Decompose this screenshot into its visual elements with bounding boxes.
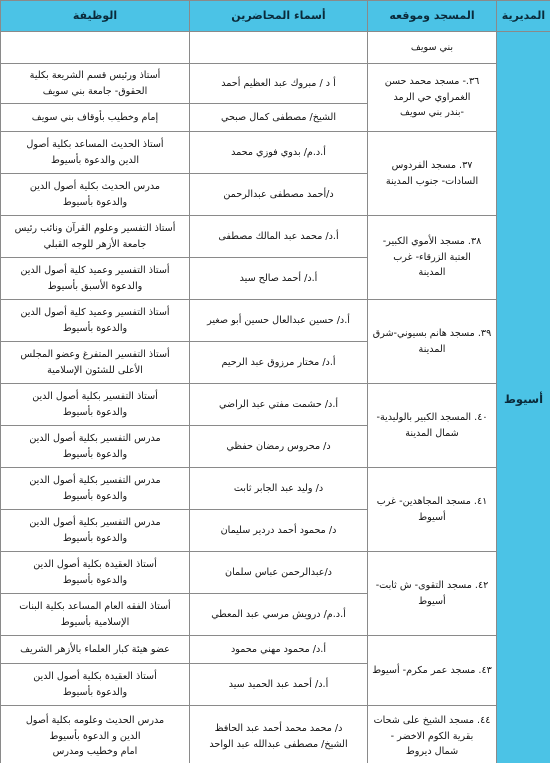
- job-line: والدعوة بأسيوط: [62, 686, 128, 698]
- mosque-line: ٤٣. مسجد عمر مكرم- أسيوط: [372, 664, 492, 676]
- job-line: والدعوة بأسيوط: [62, 196, 128, 208]
- mosque-line: الغمراوي حي الرمد: [393, 91, 471, 103]
- mosque-line: -بندر بني سويف: [400, 107, 464, 119]
- job-line: الأعلى للشئون الإسلامية: [47, 364, 143, 376]
- job-line: الدين والدعوة بأسيوط: [50, 154, 140, 166]
- mosque-line: أسيوط: [418, 595, 446, 607]
- lecturer-name: أ.د/ محمد عبد المالك مصطفى: [190, 216, 368, 258]
- mosque-cell: [368, 132, 497, 216]
- mosque-line: العتبة الزرقاء- غرب: [393, 251, 471, 263]
- job-line: مدرس التفسير بكلية أصول الدين: [29, 474, 161, 486]
- governorate-cell: أسيوط: [497, 32, 550, 763]
- mosque-line: ٤١. مسجد المجاهدين- غرب: [376, 495, 488, 507]
- lecturer-name: د/أحمد مصطفى عبدالرحمن: [190, 174, 368, 216]
- mosque-cell: [368, 384, 497, 468]
- job-line: والدعوة الأسبق بأسيوط: [47, 280, 143, 292]
- mosque-cell: [368, 552, 497, 636]
- mosque-cell: [368, 32, 497, 64]
- table-row: [1, 468, 550, 510]
- mosque-cell: [368, 300, 497, 384]
- job-line: أستاذ التفسير وعميد كلية أصول الدين: [20, 306, 170, 318]
- job-cell: [1, 594, 190, 636]
- header-row: [1, 1, 550, 32]
- job-line: والدعوة بأسيوط: [62, 574, 128, 586]
- job-line: أستاذ التفسير وعلوم القرآن ونائب رئيس: [14, 222, 176, 234]
- lecturer-name: الشيخ/ مصطفى عبدالله عبد الواحد: [209, 738, 348, 750]
- lecturer-name: أ.د/ مختار مرزوق عبد الرحيم: [190, 342, 368, 384]
- job-line: امام وخطيب ومدرس: [52, 746, 138, 758]
- table-row: [1, 384, 550, 426]
- table-row: [1, 216, 550, 258]
- job-line: الحقوق- جامعة بني سويف: [42, 85, 148, 97]
- job-line: والدعوة بأسيوط: [62, 448, 128, 460]
- job-line: والدعوة بأسيوط: [62, 406, 128, 418]
- lecturer-name: أ.د/ حشمت مفتي عبد الراضي: [190, 384, 368, 426]
- mosque-line: شمال ديروط: [405, 746, 459, 758]
- name-cell: [190, 706, 368, 763]
- job-cell: [1, 664, 190, 706]
- mosque-line: ٣٧. مسجد الفردوس: [391, 159, 473, 171]
- lecturer-name: د/ محروس رمضان حفظي: [190, 426, 368, 468]
- job-line: أستاذ التفسير وعميد كلية أصول الدين: [20, 264, 170, 276]
- header-governorate: المديرية: [497, 1, 550, 32]
- table-row: [1, 64, 550, 104]
- job-cell: [1, 32, 190, 64]
- lecturer-name: أ.د/ محمود مهني محمود: [190, 636, 368, 664]
- mosque-cell: [368, 216, 497, 300]
- job-line: أستاذ الفقه العام المساعد بكلية البنات: [19, 600, 171, 612]
- table-row: [1, 636, 550, 664]
- mosque-line: شمال المدينة: [405, 427, 459, 439]
- mosque-line: ٤٠. المسجد الكبير بالوليدية-: [376, 411, 488, 423]
- job-cell: [1, 636, 190, 664]
- job-line: مدرس التفسير بكلية أصول الدين: [29, 516, 161, 528]
- job-cell: [1, 706, 190, 763]
- job-cell: [1, 384, 190, 426]
- table-row: [1, 132, 550, 174]
- job-line: والدعوة بأسيوط: [62, 490, 128, 502]
- table-row: [1, 706, 550, 763]
- job-cell: [1, 132, 190, 174]
- table-row: [1, 32, 550, 64]
- lecturer-name: أ.د/ أحمد عبد الحميد سيد: [190, 664, 368, 706]
- job-line: إمام وخطيب بأوقاف بني سويف: [31, 111, 159, 123]
- mosque-line: أسيوط: [418, 511, 446, 523]
- header-names: أسماء المحاضرين: [190, 1, 368, 32]
- job-line: مدرس الحديث بكلية أصول الدين: [29, 180, 161, 192]
- job-cell: [1, 426, 190, 468]
- job-cell: [1, 342, 190, 384]
- job-cell: [1, 258, 190, 300]
- mosque-line: السادات- جنوب المدينة: [385, 175, 479, 187]
- header-job: الوظيفة: [1, 1, 190, 32]
- lecturer-name: أ د / مبروك عبد العظيم أحمد: [190, 64, 368, 104]
- mosque-cell: [368, 636, 497, 706]
- job-line: أستاذ التفسير بكلية أصول الدين: [32, 390, 158, 402]
- mosque-line: المدينة: [418, 267, 446, 279]
- job-line: مدرس التفسير بكلية أصول الدين: [29, 432, 161, 444]
- job-line: مدرس الحديث وعلومه بكلية أصول: [25, 714, 165, 726]
- job-line: أستاذ التفسير المتفرغ وعضو المجلس: [20, 348, 170, 360]
- lecturer-name: د/ محمود أحمد دردير سليمان: [190, 510, 368, 552]
- mosque-line: ٣٩. مسجد هانم بسيوني-شرق: [372, 327, 492, 339]
- lecturer-name: أ.د.م/ بدوي فوزي محمد: [190, 132, 368, 174]
- job-line: أستاذ ورئيس قسم الشريعة بكلية: [29, 69, 161, 81]
- mosque-cell: [368, 706, 497, 763]
- job-cell: [1, 510, 190, 552]
- job-line: الإسلامية بأسيوط: [60, 616, 130, 628]
- job-line: جامعة الأزهر للوجه القبلي: [43, 238, 147, 250]
- job-cell: [1, 468, 190, 510]
- lecturer-name: أ.د/ أحمد صالح سيد: [190, 258, 368, 300]
- job-cell: [1, 300, 190, 342]
- name-cell: [190, 32, 368, 64]
- lecturer-name: أ.د/ حسين عبدالعال حسين أبو صغير: [190, 300, 368, 342]
- mosque-line: بقرية الكوم الاخضر -: [390, 730, 474, 742]
- table-row: [1, 300, 550, 342]
- header-mosque: المسجد وموقعه: [368, 1, 497, 32]
- job-line: الدين و الدعوة بأسيوط: [49, 730, 141, 742]
- table-row: [1, 552, 550, 594]
- job-line: أستاذ العقيدة بكلية أصول الدين: [33, 558, 157, 570]
- mosque-line: ٤٢. مسجد التقوى- ش ثابت-: [375, 579, 489, 591]
- job-line: عضو هيئة كبار العلماء بالأزهر الشريف: [20, 643, 170, 655]
- job-cell: [1, 174, 190, 216]
- mosque-cell: [368, 468, 497, 552]
- mosque-line: ٤٤. مسجد الشيخ على شحات: [373, 714, 491, 726]
- job-cell: [1, 216, 190, 258]
- job-line: أستاذ العقيدة بكلية أصول الدين: [33, 670, 157, 682]
- mosque-line: بني سويف: [410, 41, 454, 53]
- mosque-line: ٣٦.- مسجد محمد حسن: [384, 75, 480, 87]
- lecturer-name: د/ وليد عبد الجابر ثابت: [190, 468, 368, 510]
- mosque-line: المدينة: [418, 343, 446, 355]
- lecturer-name: الشيخ/ مصطفى كمال صبحي: [190, 104, 368, 132]
- lecturer-name: د/ محمد محمد أحمد عبد الحافظ: [214, 722, 343, 734]
- lecturer-name: أ.د.م/ درويش مرسي عبد المعطي: [190, 594, 368, 636]
- lecturer-name: د/عبدالرحمن عباس سلمان: [190, 552, 368, 594]
- job-line: والدعوة بأسيوط: [62, 322, 128, 334]
- job-cell: [1, 64, 190, 104]
- job-cell: [1, 104, 190, 132]
- mosque-line: ٣٨. مسجد الأموي الكبير-: [382, 235, 482, 247]
- job-cell: [1, 552, 190, 594]
- job-line: والدعوة بأسيوط: [62, 532, 128, 544]
- job-line: أستاذ الحديث المساعد بكلية أصول: [26, 138, 164, 150]
- mosque-cell: [368, 64, 497, 132]
